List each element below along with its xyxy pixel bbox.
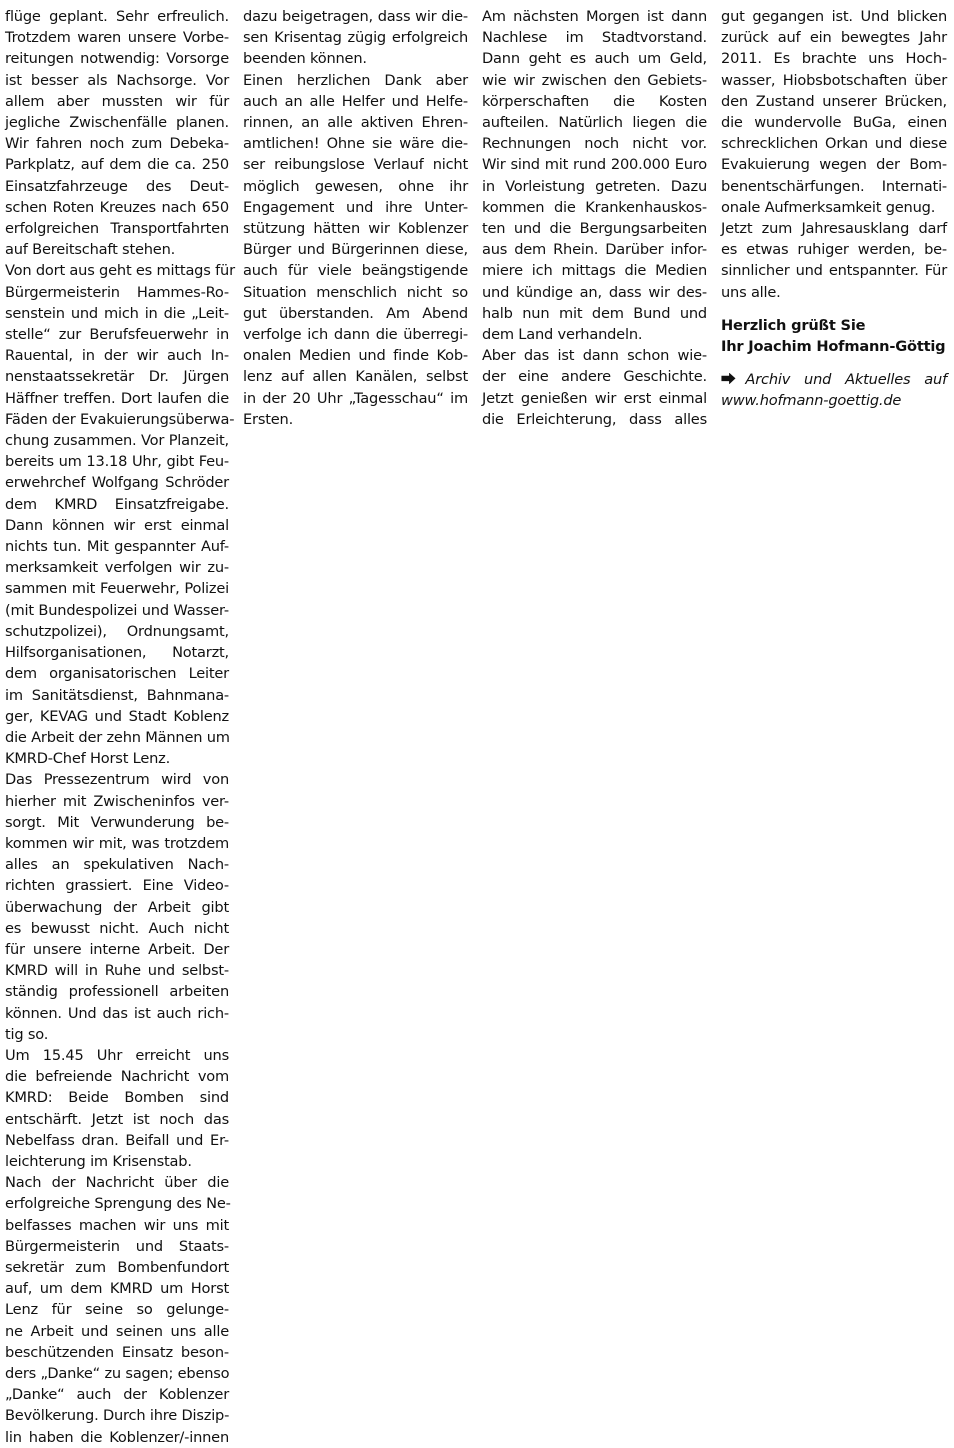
text-line: Jetzt genießen wir erst einmal xyxy=(482,389,707,407)
text-line: sinnlicher und entspannter. Für xyxy=(721,262,947,280)
text-line: erfolgreiche Sprengung des Ne- xyxy=(5,1195,231,1213)
text-line: Dann können wir erst einmal xyxy=(5,516,229,534)
text-line: es bewusst nicht. Auch nicht xyxy=(5,919,229,937)
text-line: aufteilen. Natürlich liegen die xyxy=(482,114,707,132)
text-line: Das Pressezentrum wird von xyxy=(5,771,229,789)
text-line: merksamkeit verfolgen wir zu- xyxy=(5,559,229,577)
text-line: entschärft. Jetzt ist noch das xyxy=(5,1110,229,1128)
text-line: dem KMRD Einsatzfreigabe. xyxy=(5,495,229,513)
text-column-1 xyxy=(5,6,235,1448)
text-column-4 xyxy=(721,6,947,412)
text-line: gut überstanden. Am Abend xyxy=(243,304,468,322)
text-line: KMRD will in Ruhe und selbst- xyxy=(5,962,229,980)
text-line: ser reibungslose Verlauf nicht xyxy=(243,156,468,174)
text-line: 2011. Es brachte uns Hoch- xyxy=(721,50,947,68)
text-line: Am nächsten Morgen ist dann xyxy=(482,8,707,25)
text-line: schutzpolizei), Ordnungsamt, xyxy=(5,622,229,640)
text-line: flüge geplant. Sehr erfreulich. xyxy=(5,8,229,25)
text-line: Trotzdem waren unsere Vorbe- xyxy=(5,29,229,47)
text-line: dem organisatorischen Leiter xyxy=(5,665,229,683)
text-line: chung zusammen. Vor Planzeit, xyxy=(5,432,229,450)
text-line: Parkplatz, auf dem die ca. 250 xyxy=(5,156,229,174)
text-line: KMRD: Beide Bomben sind xyxy=(5,1089,229,1107)
text-line: dem Land verhandeln. xyxy=(482,326,643,344)
signoff xyxy=(721,315,947,357)
text-line: sorgt. Mit Verwunderung be- xyxy=(5,813,229,831)
text-line: die Erleichterung, dass alles xyxy=(482,410,707,428)
archive-link-text: Archiv und Aktuelles auf xyxy=(745,371,947,389)
text-line: auch für viele beängstigende xyxy=(243,262,468,280)
text-line: können. Und das ist auch rich- xyxy=(5,1004,229,1022)
text-line: Bürgermeisterin und Staats- xyxy=(5,1237,229,1255)
text-line: Nebelfass dran. Beifall und Er- xyxy=(5,1131,229,1149)
text-line: KMRD-Chef Horst Lenz. xyxy=(5,750,171,768)
text-line: beschützenden Einsatz beson- xyxy=(5,1343,229,1361)
text-line: dazu beigetragen, dass wir die- xyxy=(243,8,468,25)
text-line: in der 20 Uhr „Tagesschau“ im xyxy=(243,389,468,407)
text-line: die wundervolle BuGa, einen xyxy=(721,114,947,132)
text-line: senstein und mich in die „Leit- xyxy=(5,304,229,322)
column-4-body xyxy=(721,6,947,303)
text-line: Um 15.45 Uhr erreicht uns xyxy=(5,1046,229,1064)
text-column-3 xyxy=(482,6,707,430)
text-line: den Zustand unserer Brücken, xyxy=(721,92,947,110)
text-line: leichterung im Krisenstab. xyxy=(5,1152,192,1170)
text-line: bereits um 13.18 Uhr, gibt Feu- xyxy=(5,453,229,471)
text-line: Hilfsorganisationen, Notarzt, xyxy=(5,644,229,662)
text-line: jegliche Zwischenfälle planen. xyxy=(5,114,229,132)
text-line: Wir fahren noch zum Debeka- xyxy=(5,135,229,153)
text-line: schen Roten Kreuzes nach 650 xyxy=(5,198,229,216)
text-line: der eine andere Geschichte. xyxy=(482,368,707,386)
text-line: hierher mit Zwischeninfos ver- xyxy=(5,792,229,810)
text-line: in Vorleistung getreten. Dazu xyxy=(482,177,707,195)
text-line: und kündige an, dass wir des- xyxy=(482,283,707,301)
text-line: ne Arbeit und seinen uns alle xyxy=(5,1322,229,1340)
text-line: Wir sind mit rund 200.000 Euro xyxy=(482,156,707,174)
text-column-2 xyxy=(243,6,468,430)
text-line: es etwas ruhiger werden, be- xyxy=(721,241,947,259)
text-line: alles an spekulativen Nach- xyxy=(5,856,229,874)
text-line: Einsatzfahrzeuge des Deut- xyxy=(5,177,229,195)
text-line: aus dem Rhein. Darüber infor- xyxy=(482,241,707,259)
text-line: auch an alle Helfer und Helfe- xyxy=(243,92,468,110)
text-line: lin haben die Koblenzer/-innen xyxy=(5,1428,229,1446)
text-line: stelle“ zur Berufsfeuerwehr in xyxy=(5,326,229,344)
text-line: Bürgermeisterin Hammes-Ro- xyxy=(5,283,229,301)
text-line: für unsere interne Arbeit. Der xyxy=(5,940,229,958)
text-line: (mit Bundespolizei und Wasser- xyxy=(5,601,229,619)
text-line: verfolge ich dann die überregi- xyxy=(243,326,468,344)
text-line: Situation menschlich nicht so xyxy=(243,283,468,301)
text-line: gut gegangen ist. Und blicken xyxy=(721,8,947,25)
text-line: miere ich mittags die Medien xyxy=(482,262,707,280)
text-line: erfolgreichen Transportfahrten xyxy=(5,220,229,238)
text-line: uns alle. xyxy=(721,283,781,301)
text-line: schrecklichen Orkan und diese xyxy=(721,135,947,153)
text-line: Lenz für seine so gelunge- xyxy=(5,1301,229,1319)
text-line: stützung hätten wir Koblenzer xyxy=(243,220,468,238)
text-line: sammen mit Feuerwehr, Polizei xyxy=(5,580,229,598)
text-line: tig so. xyxy=(5,1025,49,1043)
text-line: ders „Danke“ zu sagen; ebenso xyxy=(5,1365,230,1382)
text-line: benentschärfungen. Internati- xyxy=(721,177,947,195)
text-line: Engagement und ihre Unter- xyxy=(243,198,468,216)
text-line: Rauental, in der wir auch In- xyxy=(5,347,229,365)
archive-link-text-row xyxy=(721,369,947,390)
text-line: halb nun mit dem Bund und xyxy=(482,304,707,322)
text-line: Fäden der Evakuierungsüberwa- xyxy=(5,410,235,428)
text-line: Nach der Nachricht über die xyxy=(5,1174,229,1192)
text-line: reitungen notwendig: Vorsorge xyxy=(5,50,229,68)
text-line: Bevölkerung. Durch ihre Diszip- xyxy=(5,1407,230,1425)
text-line: kommen wir mit, was trotzdem xyxy=(5,834,229,852)
text-line: möglich gewesen, ohne ihr xyxy=(243,177,468,195)
text-line: überwachung der Arbeit gibt xyxy=(5,898,229,916)
website-link[interactable]: www.hofmann-goettig.de xyxy=(721,392,902,410)
text-line: sekretär zum Bombenfundort xyxy=(5,1258,229,1276)
text-line: die befreiende Nachricht vom xyxy=(5,1068,229,1086)
text-line: Rechnungen noch nicht vor. xyxy=(482,135,707,153)
text-line: nenstaatssekretär Dr. Jürgen xyxy=(5,368,229,386)
text-line: onale Aufmerksamkeit genug. xyxy=(721,198,936,216)
text-line: zurück auf ein bewegtes Jahr xyxy=(721,29,947,47)
text-line: kommen die Krankenhauskos- xyxy=(482,198,707,216)
text-line: ger, KEVAG und Stadt Koblenz xyxy=(5,707,229,725)
text-line: Evakuierung wegen der Bom- xyxy=(721,156,947,174)
text-line: nichts tun. Mit gespannter Auf- xyxy=(5,538,229,556)
signoff-greeting: Herzlich grüßt Sie xyxy=(721,316,866,334)
text-line: ist besser als Nachsorge. Vor xyxy=(5,71,229,89)
text-line: auf, um dem KMRD um Horst xyxy=(5,1280,229,1298)
text-line: körperschaften die Kosten xyxy=(482,92,707,110)
text-line: Bürger und Bürgerinnen diese, xyxy=(243,241,468,259)
archive-link-block xyxy=(721,369,947,411)
text-line: richten grassiert. Eine Video- xyxy=(5,877,229,895)
text-line: lenz auf allen Kanälen, selbst xyxy=(243,368,468,386)
text-line: „Danke“ auch der Koblenzer xyxy=(5,1386,229,1404)
text-line: allem aber mussten wir für xyxy=(5,92,229,110)
text-line: erwehrchef Wolfgang Schröder xyxy=(5,474,229,492)
text-line: rinnen, an alle aktiven Ehren- xyxy=(243,114,468,132)
text-line: Häffner treffen. Dort laufen die xyxy=(5,389,229,407)
text-line: Dann geht es auch um Geld, xyxy=(482,50,707,68)
text-line: ten und die Bergungsarbeiten xyxy=(482,220,707,238)
text-line: im Sanitätsdienst, Bahnmana- xyxy=(5,686,229,704)
text-line: Jetzt zum Jahresausklang darf xyxy=(721,220,947,238)
text-line: Aber das ist dann schon wie- xyxy=(482,347,707,365)
text-line: Nachlese im Stadtvorstand. xyxy=(482,29,707,47)
signoff-author: Ihr Joachim Hofmann-Göttig xyxy=(721,338,946,356)
text-line: belfasses machen wir uns mit xyxy=(5,1216,229,1234)
text-line: Von dort aus geht es mittags für xyxy=(5,262,235,280)
text-line: auf Bereitschaft stehen. xyxy=(5,241,176,259)
text-line: beenden können. xyxy=(243,50,367,68)
text-line: wasser, Hiobsbotschaften über xyxy=(721,71,947,89)
text-line: ständig professionell arbeiten xyxy=(5,983,229,1001)
text-line: amtlichen! Ohne sie wäre die- xyxy=(243,135,468,153)
arrow-right-icon: ⮕ xyxy=(721,371,736,389)
text-line: Ersten. xyxy=(243,410,294,428)
text-line: wie wir zwischen den Gebiets- xyxy=(482,71,707,89)
text-line: die Arbeit der zehn Männen um xyxy=(5,728,230,746)
text-line: onalen Medien und finde Kob- xyxy=(243,347,468,365)
text-line: sen Krisentag zügig erfolgreich xyxy=(243,29,468,47)
text-line: Einen herzlichen Dank aber xyxy=(243,71,468,89)
